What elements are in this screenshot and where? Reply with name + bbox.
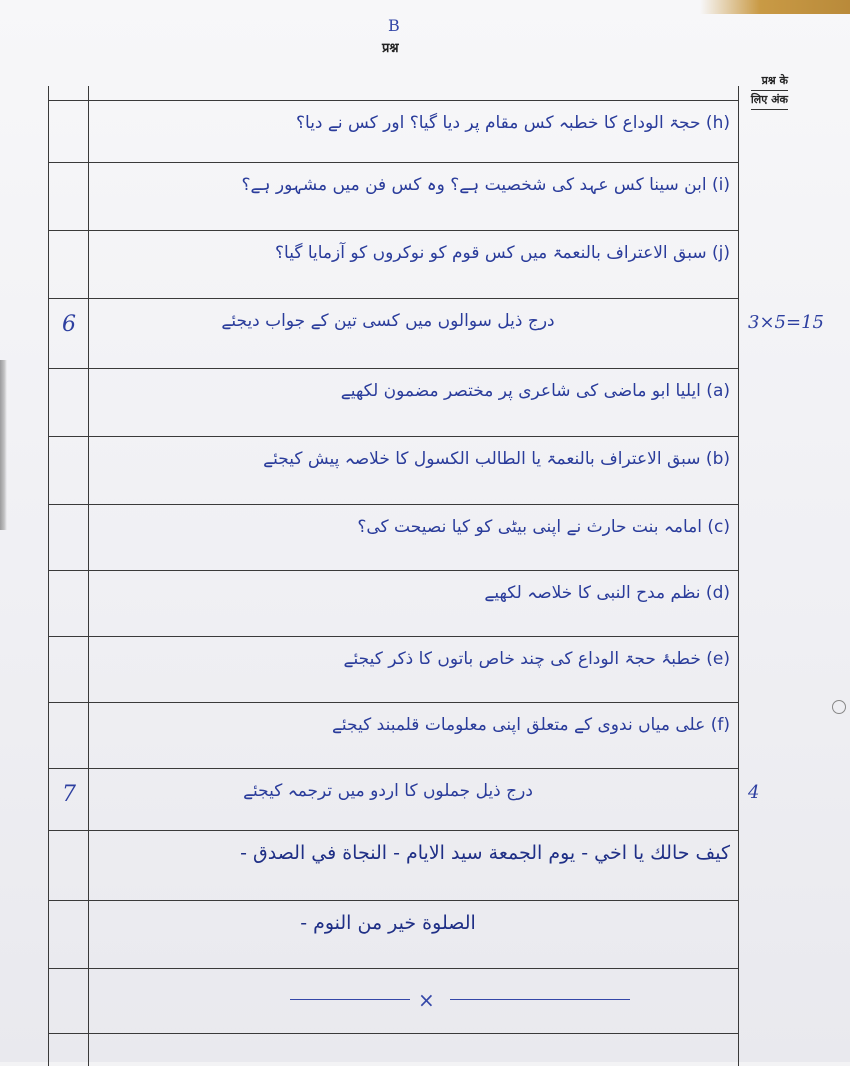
question-text: (i) ابن سینا کس عہد کی شخصیت ہے؟ وہ کس فن میں مشہور ہے؟ bbox=[241, 175, 730, 195]
question-text: (e) خطبۂ حجۃ الوداع کی چند خاص باتوں کا ذکر کیجئے bbox=[343, 649, 730, 669]
table-row bbox=[48, 768, 760, 830]
question-text: (j) سبق الاعتراف بالنعمۃ میں کس قوم کو نوکروں کو آزمایا گیا؟ bbox=[275, 243, 730, 263]
marks-header-line1: प्रश्न के bbox=[751, 72, 788, 91]
table-row bbox=[48, 900, 738, 968]
corner-stain bbox=[700, 0, 850, 14]
column-heading-marks bbox=[751, 72, 788, 110]
end-of-paper-mark bbox=[290, 990, 630, 1010]
table-row bbox=[48, 298, 824, 368]
marks-header-line2: लिए अंक bbox=[751, 91, 788, 110]
table-row bbox=[48, 504, 738, 570]
question-text: (a) ایلیا ابو ماضی کی شاعری پر مختصر مضمون لکھیے bbox=[340, 381, 730, 401]
question-text: (b) سبق الاعتراف بالنعمۃ یا الطالب الکسول کا خلاصہ پیش کیجئے bbox=[263, 449, 730, 469]
question-marks: 4 bbox=[748, 782, 760, 803]
question-text: درج ذیل جملوں کا اردو میں ترجمہ کیجئے bbox=[243, 781, 533, 801]
page-edge-shadow bbox=[0, 360, 7, 530]
table-row bbox=[48, 162, 738, 230]
question-text: (d) نظم مدح النبی کا خلاصہ لکھیے bbox=[484, 583, 730, 603]
table-border-right bbox=[738, 86, 739, 1066]
cross-mark-icon: × bbox=[418, 988, 435, 1012]
table-row bbox=[48, 436, 738, 504]
question-number: 7 bbox=[62, 782, 76, 807]
table-row bbox=[48, 636, 738, 702]
binder-hole-icon bbox=[832, 700, 846, 714]
table-row bbox=[48, 100, 738, 162]
table-row bbox=[48, 702, 738, 768]
page-code: B bbox=[388, 16, 400, 35]
question-text: الصلوة خير من النوم - bbox=[300, 912, 476, 934]
question-text: درج ذیل سوالوں میں کسی تین کے جواب دیجئے bbox=[221, 311, 555, 331]
question-text: (f) علی میاں ندوی کے متعلق اپنی معلومات قلمبند کیجئے bbox=[331, 715, 730, 735]
question-number: 6 bbox=[62, 312, 76, 337]
table-row bbox=[48, 830, 738, 900]
table-row bbox=[48, 230, 738, 298]
table-row bbox=[48, 368, 738, 436]
question-marks: 3×5=15 bbox=[748, 312, 824, 333]
question-text: كيف حالك يا اخي - يوم الجمعة سيد الايام - النجاة في الصدق - bbox=[240, 842, 730, 864]
column-heading-question: प्रश्न bbox=[382, 41, 399, 56]
table-row bbox=[48, 570, 738, 636]
question-text: (h) حجۃ الوداع کا خطبہ کس مقام پر دیا گیا؟ اور کس نے دیا؟ bbox=[296, 113, 730, 133]
question-text: (c) امامہ بنت حارث نے اپنی بیٹی کو کیا نصیحت کی؟ bbox=[357, 517, 730, 537]
